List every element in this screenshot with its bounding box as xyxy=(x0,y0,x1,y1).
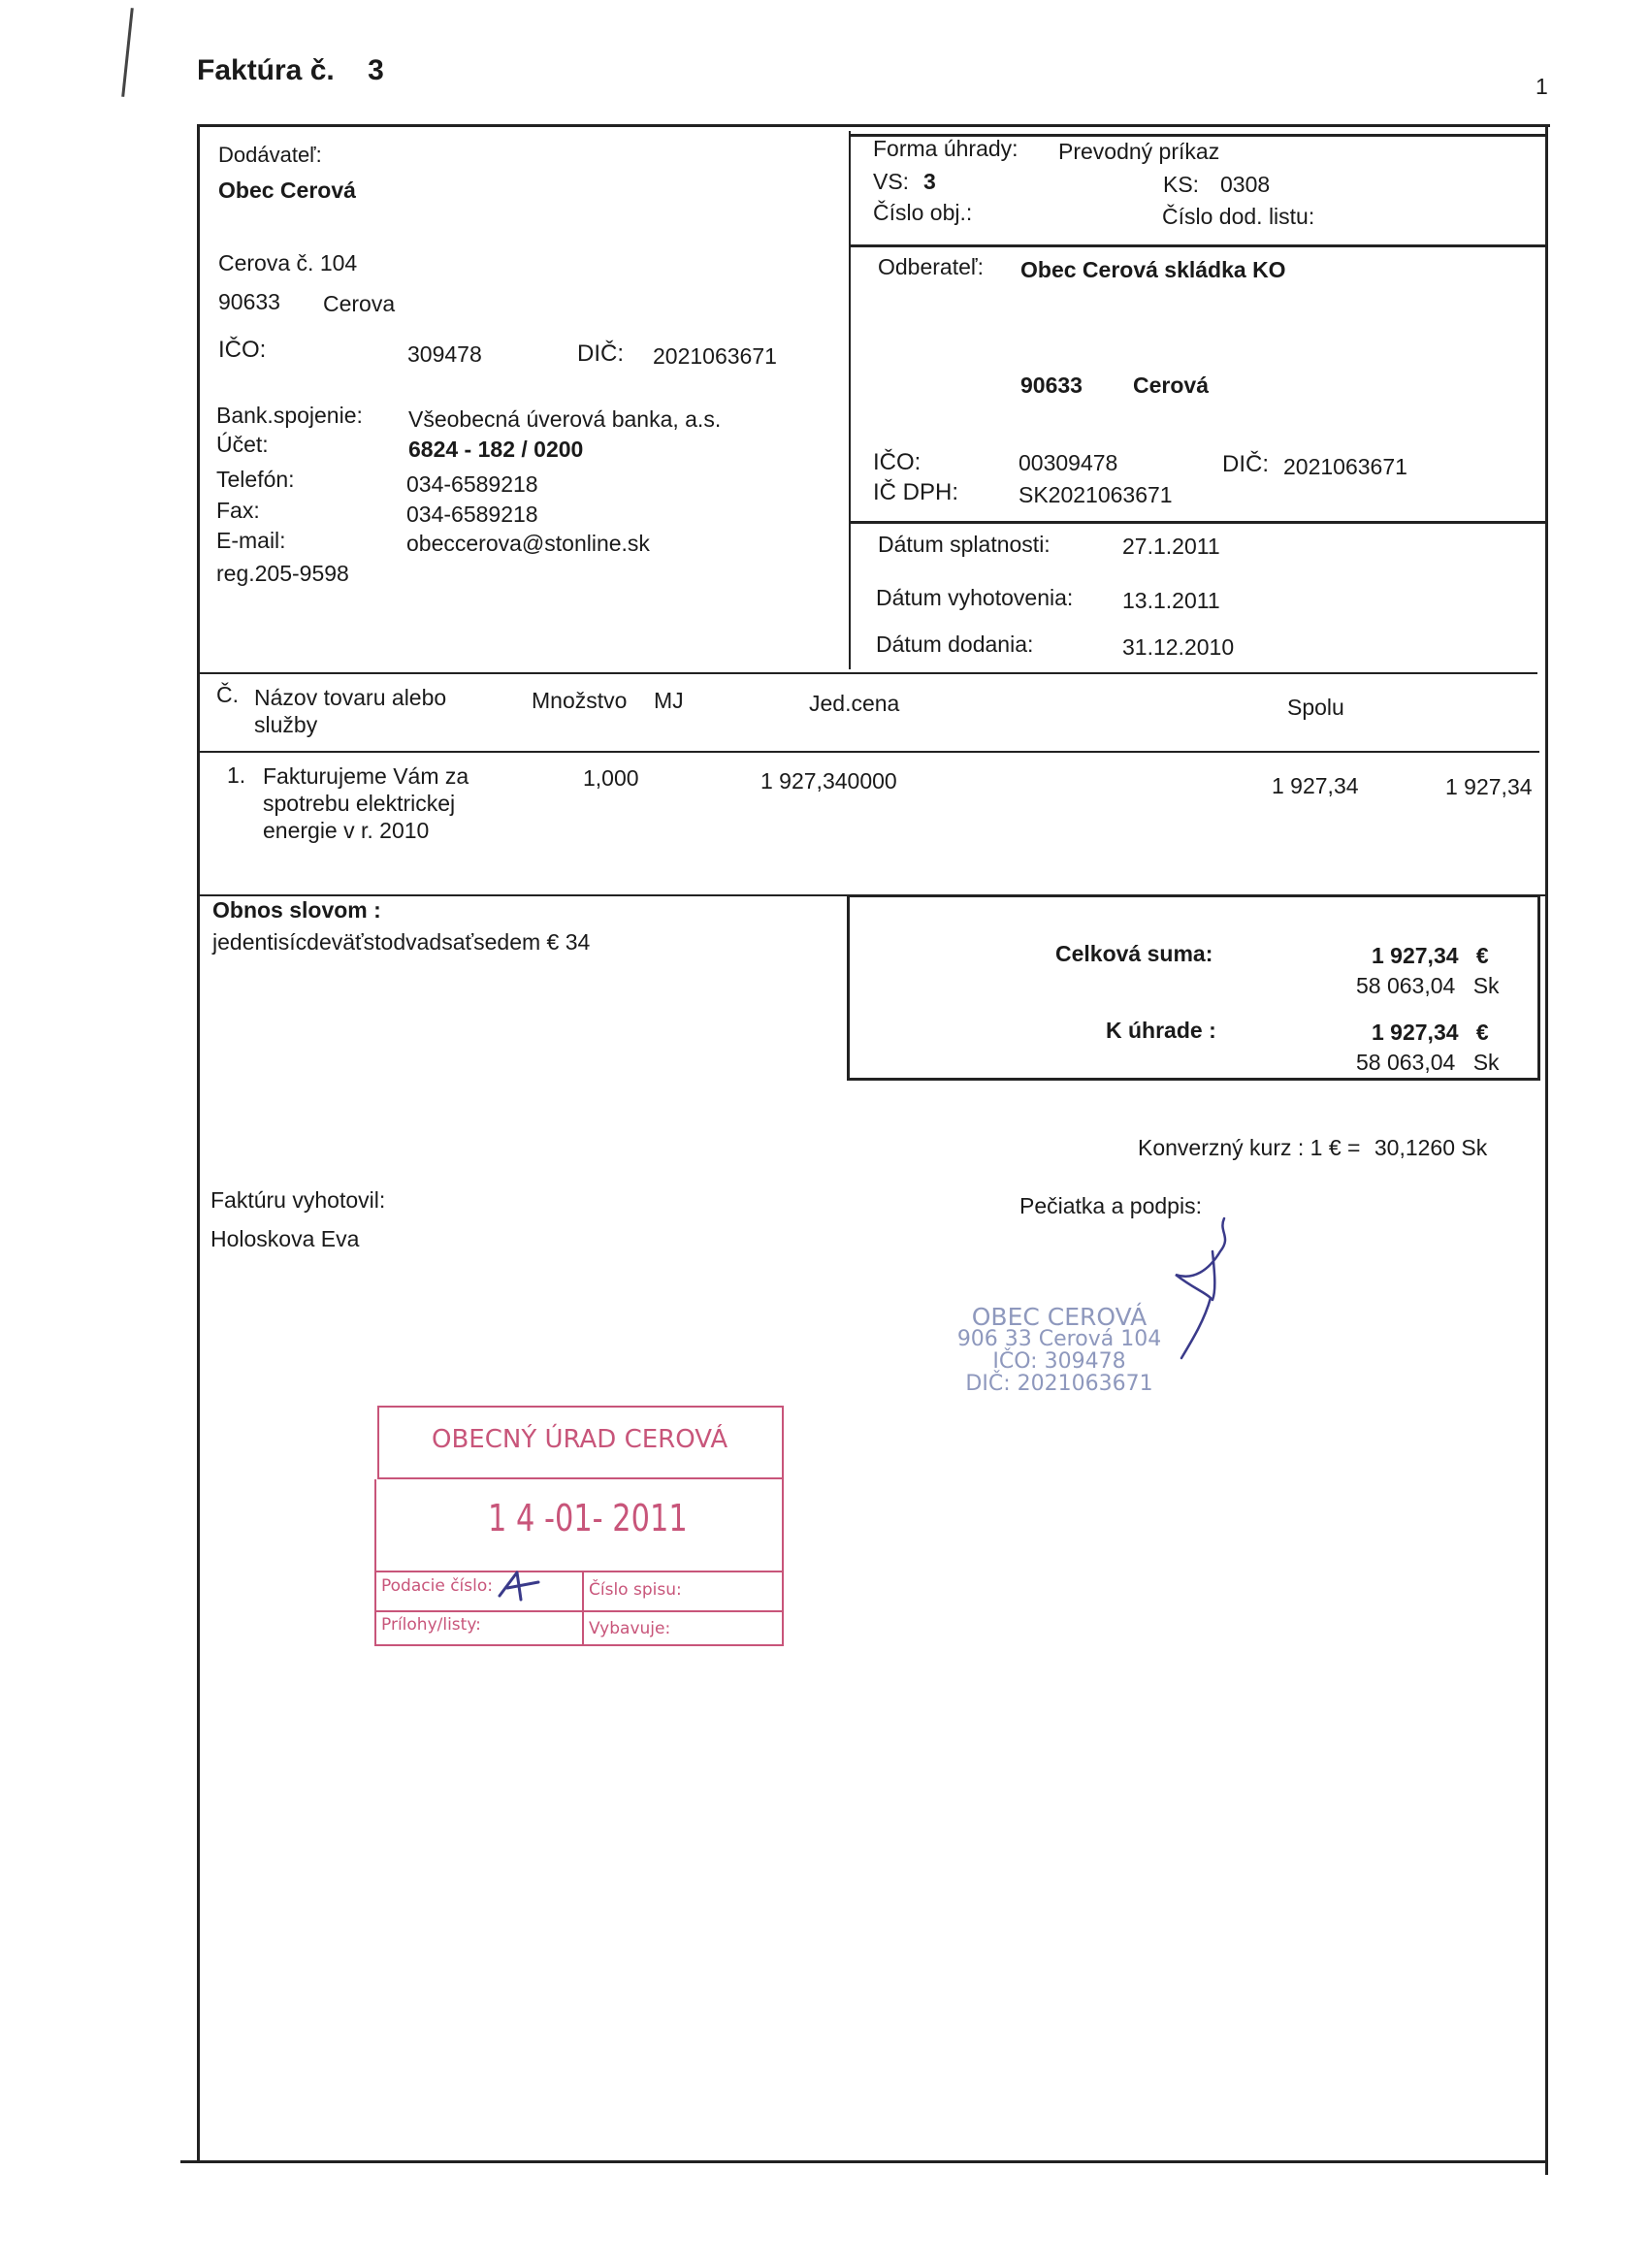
supplier-dic: 2021063671 xyxy=(653,343,777,369)
customer-box-bottom xyxy=(850,521,1546,524)
payment-method-label: Forma úhrady: xyxy=(873,136,1018,161)
red-stamp-divider-2 xyxy=(375,1571,783,1572)
customer-ico: 00309478 xyxy=(1018,450,1118,475)
account-number: 6824 - 182 / 0200 xyxy=(408,437,584,462)
customer-zip: 90633 xyxy=(1020,373,1083,398)
customer-icdph: SK2021063671 xyxy=(1018,482,1173,507)
blue-stamp-line4: DIČ: 2021063671 xyxy=(965,1372,1153,1396)
col-name-header-2: služby xyxy=(254,712,318,737)
pen-mark xyxy=(121,8,134,97)
row-name-3: energie v r. 2010 xyxy=(263,818,430,843)
supplier-name: Obec Cerová xyxy=(218,178,356,203)
red-stamp-divider-3 xyxy=(375,1610,783,1612)
email-label: E-mail: xyxy=(216,528,286,553)
signature-scribble xyxy=(1154,1213,1242,1368)
blue-stamp-line2: 906 33 Cerová 104 xyxy=(956,1327,1162,1351)
total-eur-sign: € xyxy=(1475,943,1489,968)
to-pay-eur xyxy=(1372,1020,1489,1046)
payment-method: Prevodný príkaz xyxy=(1058,139,1220,164)
row-unit-price: 1 927,340000 xyxy=(760,768,897,794)
to-pay-sk-sign: Sk xyxy=(1472,1050,1500,1075)
red-stamp-field-2: Číslo spisu: xyxy=(589,1580,682,1600)
to-pay-eur-sign: € xyxy=(1475,1020,1489,1045)
payment-box-bottom xyxy=(850,244,1548,247)
fax-label: Fax: xyxy=(216,498,260,523)
blue-stamp-line1: OBEC CEROVÁ xyxy=(971,1303,1148,1331)
delivery-note-label: Číslo dod. listu: xyxy=(1162,204,1315,229)
amount-words-label: Obnos slovom : xyxy=(212,897,381,923)
delivery-date: 31.12.2010 xyxy=(1122,634,1235,660)
total-eur xyxy=(1372,943,1489,969)
email-value: obeccerova@stonline.sk xyxy=(406,531,650,556)
to-pay-eur-amount: 1 927,34 xyxy=(1372,1020,1459,1045)
supplier-zip: 90633 xyxy=(218,289,280,314)
table-header-bottom xyxy=(199,751,1539,753)
to-pay-sk xyxy=(1356,1050,1500,1076)
page-number: 1 xyxy=(1536,74,1548,99)
customer-ico-label: IČO: xyxy=(873,449,922,475)
row-total: 1 927,34 xyxy=(1272,773,1359,798)
col-no-header: Č. xyxy=(216,682,239,707)
invoice-title xyxy=(197,54,384,87)
account-label: Účet: xyxy=(216,432,269,457)
due-date-label: Dátum splatnosti: xyxy=(878,532,1051,557)
col-qty-header: Množstvo xyxy=(532,688,628,713)
delivery-date-label: Dátum dodania: xyxy=(876,632,1034,657)
red-stamp-field-4: Vybavuje: xyxy=(589,1619,671,1638)
frame-left xyxy=(197,124,200,2161)
col-total-header: Spolu xyxy=(1287,695,1344,720)
red-stamp-title: OBECNÝ ÚRAD CEROVÁ xyxy=(432,1425,728,1454)
customer-label: Odberateľ: xyxy=(878,254,984,279)
red-stamp-field-1: Podacie číslo: xyxy=(381,1576,493,1596)
frame-top xyxy=(199,124,1550,127)
conversion-rate xyxy=(1138,1135,1487,1161)
red-stamp-left-top xyxy=(377,1406,379,1479)
supplier-ico-label: IČO: xyxy=(218,337,267,363)
row-name-2: spotrebu elektrickej xyxy=(263,791,456,816)
row-no: 1. xyxy=(227,762,246,788)
ks-value: 0308 xyxy=(1220,172,1271,197)
supplier-dic-label: DIČ: xyxy=(577,340,624,367)
total-label: Celková suma: xyxy=(1055,941,1213,966)
supplier-street: Cerova č. 104 xyxy=(218,250,358,275)
total-sk-sign: Sk xyxy=(1472,973,1500,998)
red-stamp xyxy=(372,1400,785,1646)
customer-name: Obec Cerová skládka KO xyxy=(1020,257,1286,282)
order-number-label: Číslo obj.: xyxy=(873,200,973,225)
table-header-top xyxy=(199,672,1537,674)
row-total-2-text: 1 927,34 xyxy=(1445,774,1533,799)
bank-name: Všeobecná úverová banka, a.s. xyxy=(408,406,722,432)
conversion-label: Konverzný kurz : 1 € = xyxy=(1138,1135,1361,1160)
issuer-name: Holoskova Eva xyxy=(210,1226,360,1251)
bank-label: Bank.spojenie: xyxy=(216,403,363,428)
col-price-header: Jed.cena xyxy=(809,691,900,716)
frame-bottom xyxy=(180,2160,1548,2163)
total-eur-amount: 1 927,34 xyxy=(1372,943,1459,968)
due-date: 27.1.2011 xyxy=(1122,534,1220,559)
blue-stamp-line3: IČO: 309478 xyxy=(992,1349,1126,1374)
conversion-value: 30,1260 Sk xyxy=(1374,1135,1488,1160)
red-stamp-top xyxy=(377,1406,783,1408)
red-stamp-bottom xyxy=(374,1644,784,1646)
fax-value: 034-6589218 xyxy=(406,502,538,527)
blue-stamp xyxy=(953,1303,1166,1396)
red-stamp-date: 1 4 -01- 2011 xyxy=(488,1497,688,1539)
vs-value: 3 xyxy=(923,169,936,194)
registration: reg.205-9598 xyxy=(216,561,349,586)
signature-label: Pečiatka a podpis: xyxy=(1019,1193,1202,1218)
amount-words-value: jedentisícdeväťstodvadsaťsedem € 34 xyxy=(212,929,591,955)
phone-value: 034-6589218 xyxy=(406,471,538,497)
customer-icdph-label: IČ DPH: xyxy=(873,479,959,505)
frame-right xyxy=(1545,124,1548,2175)
to-pay-sk-amount: 58 063,04 xyxy=(1356,1050,1456,1075)
supplier-ico: 309478 xyxy=(407,341,482,367)
red-stamp-left xyxy=(374,1479,376,1646)
invoice-title-label: Faktúra č. xyxy=(197,54,335,86)
red-stamp-checkmark xyxy=(496,1567,544,1605)
row-qty: 1,000 xyxy=(583,765,639,791)
customer-dic-label: DIČ: xyxy=(1222,451,1269,477)
top-divider xyxy=(849,131,851,669)
vs-label: VS: xyxy=(873,169,910,194)
ks-label: KS: xyxy=(1163,172,1200,197)
to-pay-label: K úhrade : xyxy=(1106,1018,1216,1043)
customer-city: Cerová xyxy=(1133,373,1209,398)
red-stamp-divider-1 xyxy=(377,1477,783,1479)
phone-label: Telefón: xyxy=(216,467,295,492)
row-total-2 xyxy=(1445,774,1542,800)
invoice-number: 3 xyxy=(368,54,384,86)
customer-dic: 2021063671 xyxy=(1283,454,1407,479)
supplier-label: Dodávateľ: xyxy=(218,143,322,167)
issue-date: 13.1.2011 xyxy=(1122,588,1220,613)
col-name-header-1: Názov tovaru alebo xyxy=(254,685,447,710)
red-stamp-field-3: Prílohy/listy: xyxy=(381,1615,481,1635)
issuer-label: Faktúru vyhotovil: xyxy=(210,1187,386,1213)
issue-date-label: Dátum vyhotovenia: xyxy=(876,585,1074,610)
red-stamp-mid-vertical xyxy=(582,1571,584,1646)
row-name-1: Fakturujeme Vám za xyxy=(263,763,469,789)
total-sk xyxy=(1356,973,1500,999)
total-sk-amount: 58 063,04 xyxy=(1356,973,1456,998)
col-unit-header: MJ xyxy=(654,688,684,713)
supplier-city: Cerova xyxy=(323,291,396,316)
